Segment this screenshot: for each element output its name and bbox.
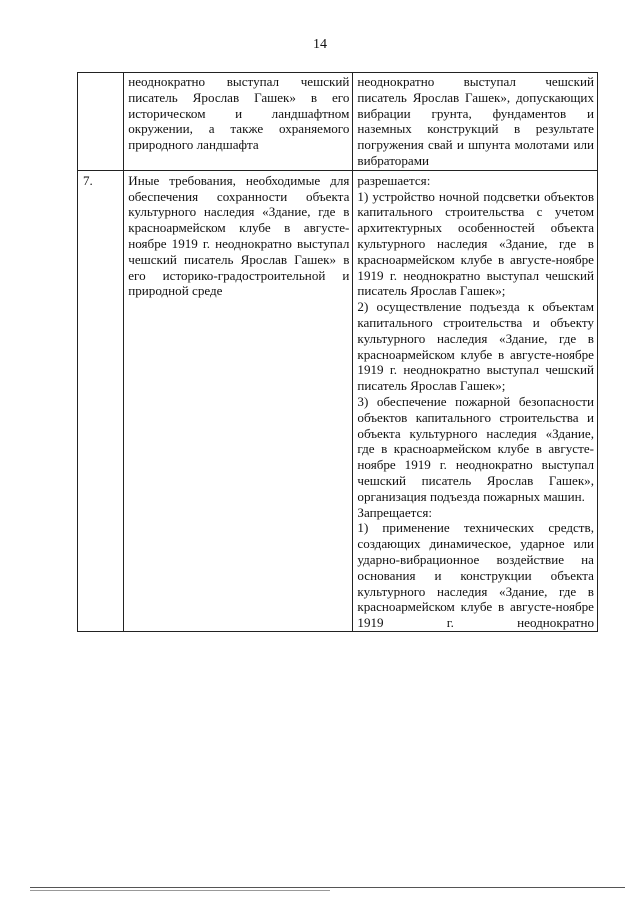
allowed-item-2: 2) осуществление подъезда к объектам капитального строительства и объекту культурного наследия «Здание, где в красноармейском клубе в августе-ноябре 1919 г. неоднократно выступал чешский писатель Ярослав Гашек»; [357,299,594,394]
table-row [78,73,598,171]
requirement-name-cell [124,73,353,171]
allowed-item-3: 3) обеспечение пожарной безопасности объектов капитального строительства и объекта культурного наследия «Здание, где в красноармейском клубе в августе-ноябре 1919 г. неоднократно выступал чешский писатель Ярослав Гашек», организация подъезда пожарных машин. [357,393,594,504]
requirement-name-cell [124,170,353,631]
allowed-item-1: 1) устройство ночной подсветки объектов капитального строительства с учетом архитектурных особенностей объекта культурного наследия «Здание, где в красноармейском клубе в августе-ноябре 1919 г. неоднократно выступал чешский писатель Ярослав Гашек»; [357,188,594,299]
allowed-header: разрешается: [357,172,431,188]
requirement-content-text: неоднократно выступал чешский писатель Ярослав Гашек», допускающих вибрации грунта, фундаментов и наземных конструкций в результате погружения свай и шпунта молотами или вибраторами [357,74,594,168]
footer-divider-secondary [30,890,330,891]
page-number: 14 [313,37,327,52]
forbidden-header: Запрещается: [357,504,433,520]
requirements-table [77,72,598,632]
row-number [78,73,124,171]
row-number: 7. [78,170,124,631]
footer-divider [30,887,625,888]
requirement-name-text: неоднократно выступал чешский писатель Ярослав Гашек» в его историческом и ландшафтном окружении, а также охраняемого природного ландшафта [128,74,350,153]
requirement-content-cell [353,170,598,631]
requirement-name-text: Иные требования, необходимые для обеспечения сохранности объекта культурного наследия «Здание, где в красноармейском клубе в августе-ноябре 1919 г. неоднократно выступал чешский писатель Ярослав Гашек» в его историко-градостроительной и природной среде [128,172,350,299]
table-row [78,170,598,631]
forbidden-item-1: 1) применение технических средств, создающих динамическое, ударное или ударно-вибрационное воздействие на основания и конструкции объекта культурного наследия «Здание, где в красноармейском клубе в августе-ноябре 1919 г. неоднократно [357,520,594,631]
requirement-content-cell [353,73,598,171]
